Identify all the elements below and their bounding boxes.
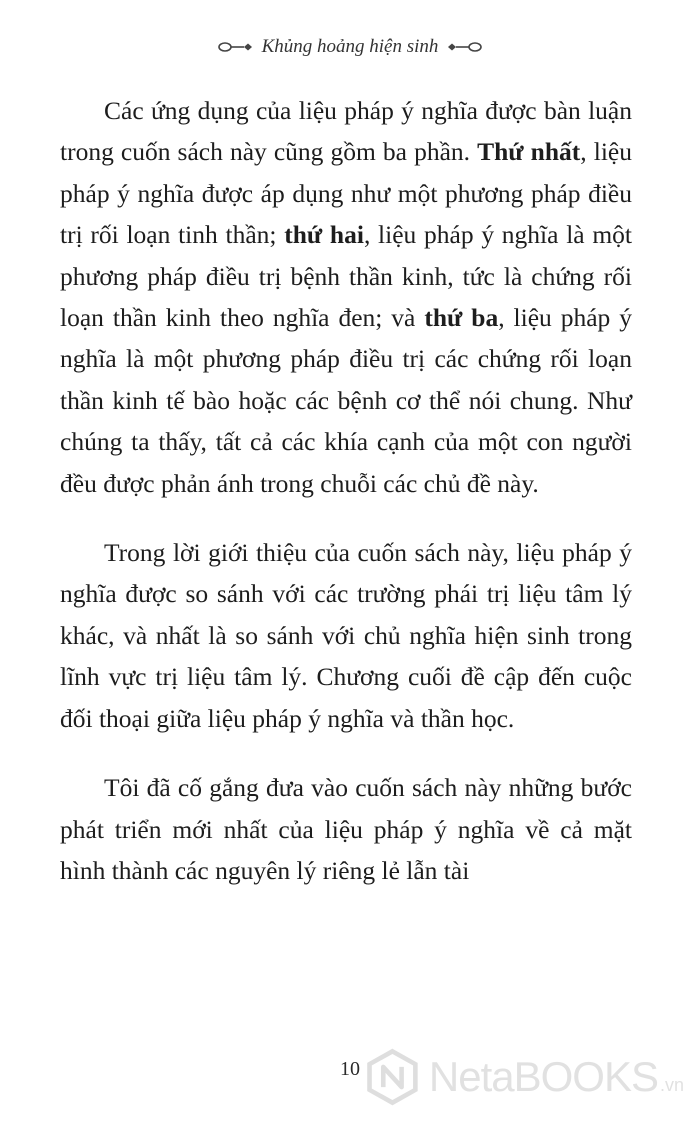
watermark [364,1044,684,1110]
bold-term-third: thứ ba [424,303,499,333]
watermark-text [429,1053,684,1101]
text-segment: Tôi đã cố gắng đưa vào cuốn sách này những bước phát triển mới nhất của liệu pháp ý nghĩa về cả mặt hình thành các nguyên lý riêng lẻ lẫn tài [60,773,632,885]
running-header [0,36,700,58]
paragraph-2 [60,532,632,739]
text-segment: Trong lời giới thiệu của cuốn sách này, liệu pháp ý nghĩa được so sánh với các trường phái trị liệu tâm lý khác, và nhất là so sánh với chủ nghĩa hiện sinh trong lĩnh vực trị liệu tâm lý. Chương cuối đề cập đến cuộc đối thoại giữa liệu pháp ý nghĩa và thần học. [60,538,632,733]
body-text [60,90,632,919]
text-segment: Các ứng dụng của liệu pháp ý nghĩa được bàn luận trong cuốn sách này cũng gồm ba phần. [60,96,632,167]
watermark-brand: NetaBOOKS [428,1053,658,1100]
running-header-title: Khủng hoảng hiện sinh [261,36,439,57]
netabooks-logo-icon [364,1046,421,1108]
paragraph-3 [60,767,632,891]
right-ornament-icon [446,40,482,54]
bold-term-first: Thứ nhất [477,137,581,167]
paragraph-1 [60,90,632,504]
left-ornament-icon [218,40,254,54]
text-segment: , liệu pháp ý nghĩa là một phương pháp điều trị bệnh thần kinh, tức là chứng rối loạn thần kinh theo nghĩa đen; và [60,220,632,333]
page-number: 10 [340,1058,360,1080]
text-segment: , liệu pháp ý nghĩa là một phương pháp điều trị các chứng rối loạn thần kinh tế bào hoặc các bệnh cơ thể nói chung. Như chúng ta thấy, tất cả các khía cạnh của một con người đều được phản ánh trong chuỗi các chủ đề này. [60,303,633,498]
bold-term-second: thứ hai [284,220,364,250]
text-segment: , liệu pháp ý nghĩa được áp dụng như một phương pháp điều trị rối loạn tinh thần; [60,137,632,250]
watermark-suffix: .vn [659,1075,684,1095]
